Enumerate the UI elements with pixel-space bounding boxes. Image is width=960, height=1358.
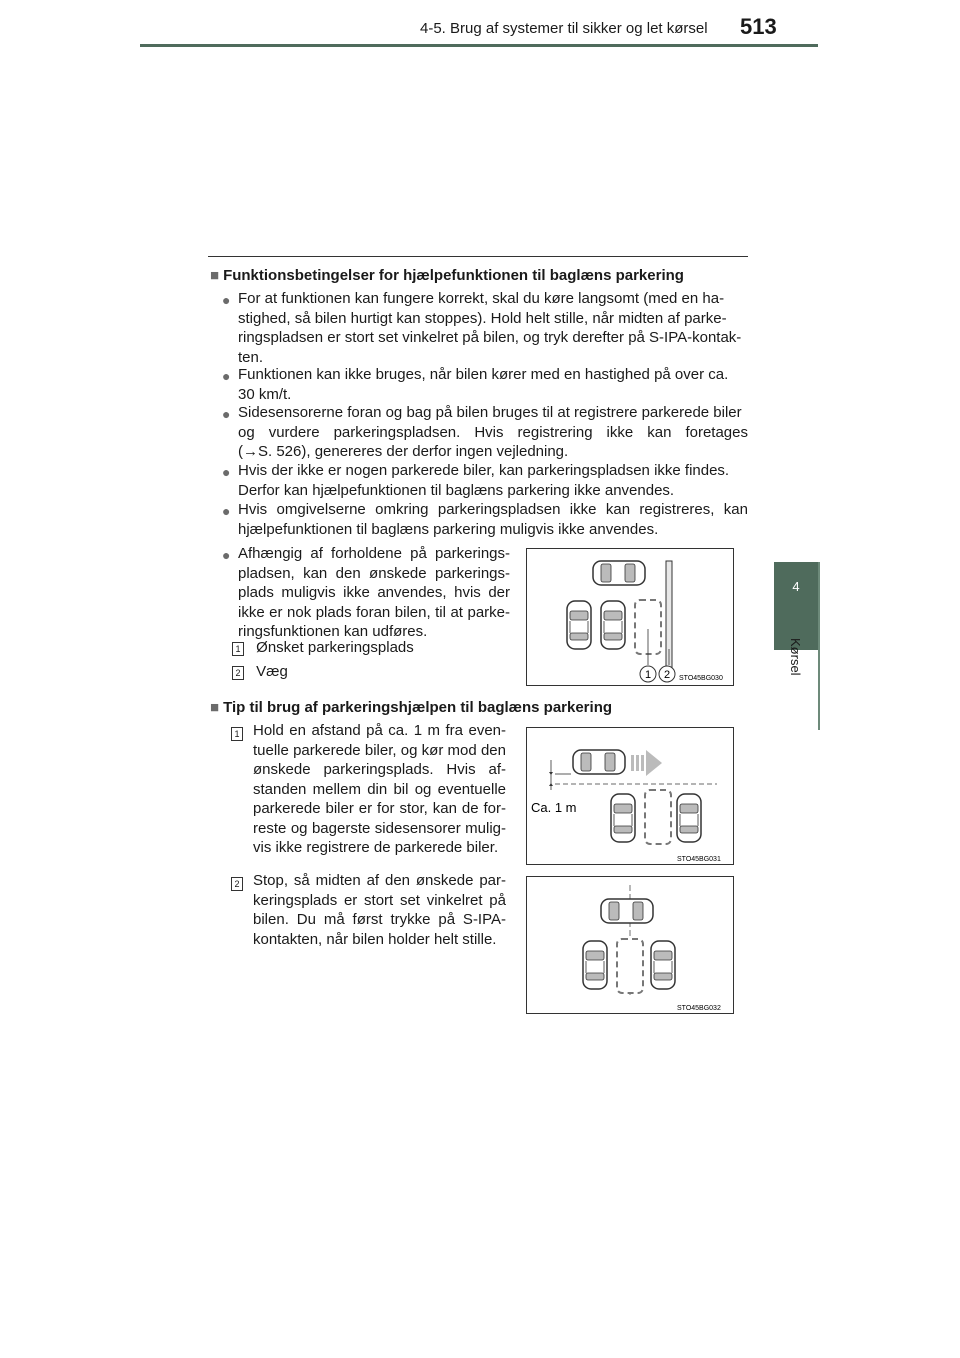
bullet-dot-icon: ● [222,406,231,422]
bullet-dot-icon: ● [222,292,231,308]
desired-space-outline [617,939,643,993]
car-icon [567,601,591,649]
section2-heading [210,698,750,718]
line: ønskede parkeringsplads. Hvis af- [253,761,506,778]
figure-stop-perpendicular [526,876,734,1014]
section-header-title: 4-5. Brug af systemer til sikker og let kørsel [420,20,708,37]
figure-approach-distance [526,727,734,865]
line: stighed, så bilen hurtigt kan stoppes). Hold helt stille, når midten af parke- [238,309,727,327]
line: og vurdere parkeringspladsen. Hvis registrering ikke kan foretages [238,423,748,441]
line: tuelle parkerede biler, og kør mod den [253,741,506,759]
line: For at funktionen kan fungere korrekt, skal du køre langsomt (med en ha- [238,290,725,307]
callout-1: 1 [644,669,652,681]
car-icon [601,899,653,923]
legend-item-1 [232,638,414,658]
car-icon [677,794,701,842]
line: plads muligvis ikke anvendes, hvis der [238,584,510,601]
section-divider [208,256,748,257]
line: Stop, så midten af den ønskede par- [253,872,506,889]
line: Hvis omgivelserne omkring parkeringspladsen ikke kan registreres, kan [238,501,748,518]
line: bilen. Du må først trykke på S-IPA- [253,911,506,928]
figure-code: STO45BG030 [679,675,723,682]
chapter-tab: 4 [774,562,818,650]
line: pladsen, kan den ønskede parkerings- [238,564,510,582]
car-icon [593,561,645,585]
bullet-dot-icon: ● [222,547,231,563]
car-icon [611,794,635,842]
line: hjælpefunktionen til baglæns parkering muligvis ikke anvendes. [238,520,659,538]
bullet-5 [238,500,748,539]
line: 30 km/t. [238,385,292,403]
page-number: 513 [740,14,777,39]
line: Hold en afstand på ca. 1 m fra even- [253,722,506,739]
legend-number: 2 [232,666,244,680]
step-number-box: 2 [231,877,243,891]
square-bullet-icon: ■ [210,267,220,284]
line: parkerede biler er for stor, kan de for- [253,800,506,817]
section1-title: Funktionsbetingelser for hjælpefunktionen til baglæns parkering [223,267,684,284]
figure-parking-space-wall [526,548,734,686]
line: ringsfunktionen kan udføres. [238,623,428,640]
line: vis ikke registrere de parkerede biler. [253,839,499,856]
line: kontakten, når bilen holder helt stille. [253,930,497,948]
legend-text: Ønsket parkeringsplads [256,639,414,656]
line: Afhængig af forholdene på parkerings- [238,545,510,562]
chapter-label-text: Kørsel [788,638,803,676]
car-icon [651,941,675,989]
bullet-dot-icon: ● [222,464,231,480]
line: (→S. 526), genereres der derfor ingen vejledning. [238,443,569,460]
step-2-number [231,874,243,892]
legend-text: Væg [256,663,288,680]
bullet-6 [238,544,510,642]
car-icon [601,601,625,649]
section2-title: Tip til brug af parkeringshjælpen til baglæns parkering [223,699,613,716]
desired-space-outline [645,790,671,844]
header-rule [140,44,818,47]
distance-label: Ca. 1 m [531,800,577,815]
section1-heading [210,266,750,286]
direction-arrow-icon [631,750,662,776]
chapter-tab-line [818,562,820,730]
line: Sidesensorerne foran og bag på bilen bruges til at registrere parkerede biler [238,404,742,421]
bullet-3 [238,403,748,462]
bullet-4 [238,461,748,500]
step-1-number [231,724,243,742]
car-icon [573,750,625,774]
square-bullet-icon: ■ [210,699,220,716]
bullet-dot-icon: ● [222,503,231,519]
line: standen mellem din bil og eventuelle [253,780,506,798]
legend-item-2 [232,662,288,682]
chapter-label [783,630,809,690]
line: Derfor kan hjælpefunktionen til baglæns parkering ikke anvendes. [238,481,675,499]
parking-diagram-svg [527,549,733,685]
line: ringspladsen er stort set vinkelret på bilen, og tryk derefter på S-IPA-kontak- [238,329,742,346]
bullet-2 [238,365,748,404]
line: reste og bagerste sidesensorer mulig- [253,819,506,837]
line: ten. [238,348,264,366]
step-number-box: 1 [231,727,243,741]
line: Funktionen kan ikke bruges, når bilen kører med en hastighed på over ca. [238,366,729,383]
line: Hvis der ikke er nogen parkerede biler, kan parkeringspladsen ikke findes. [238,462,730,479]
figure-code: STO45BG031 [677,856,721,863]
legend-number: 1 [232,642,244,656]
callout-2: 2 [663,669,671,681]
line: keringsplads er stort set vinkelret på [253,891,506,909]
line: ikke er nok plads foran bilen, til at parke- [238,603,510,621]
bullet-dot-icon: ● [222,368,231,384]
step-2-text [253,871,506,949]
step-1-text [253,721,506,858]
figure-code: STO45BG032 [677,1005,721,1012]
car-icon [583,941,607,989]
bullet-1 [238,289,748,367]
